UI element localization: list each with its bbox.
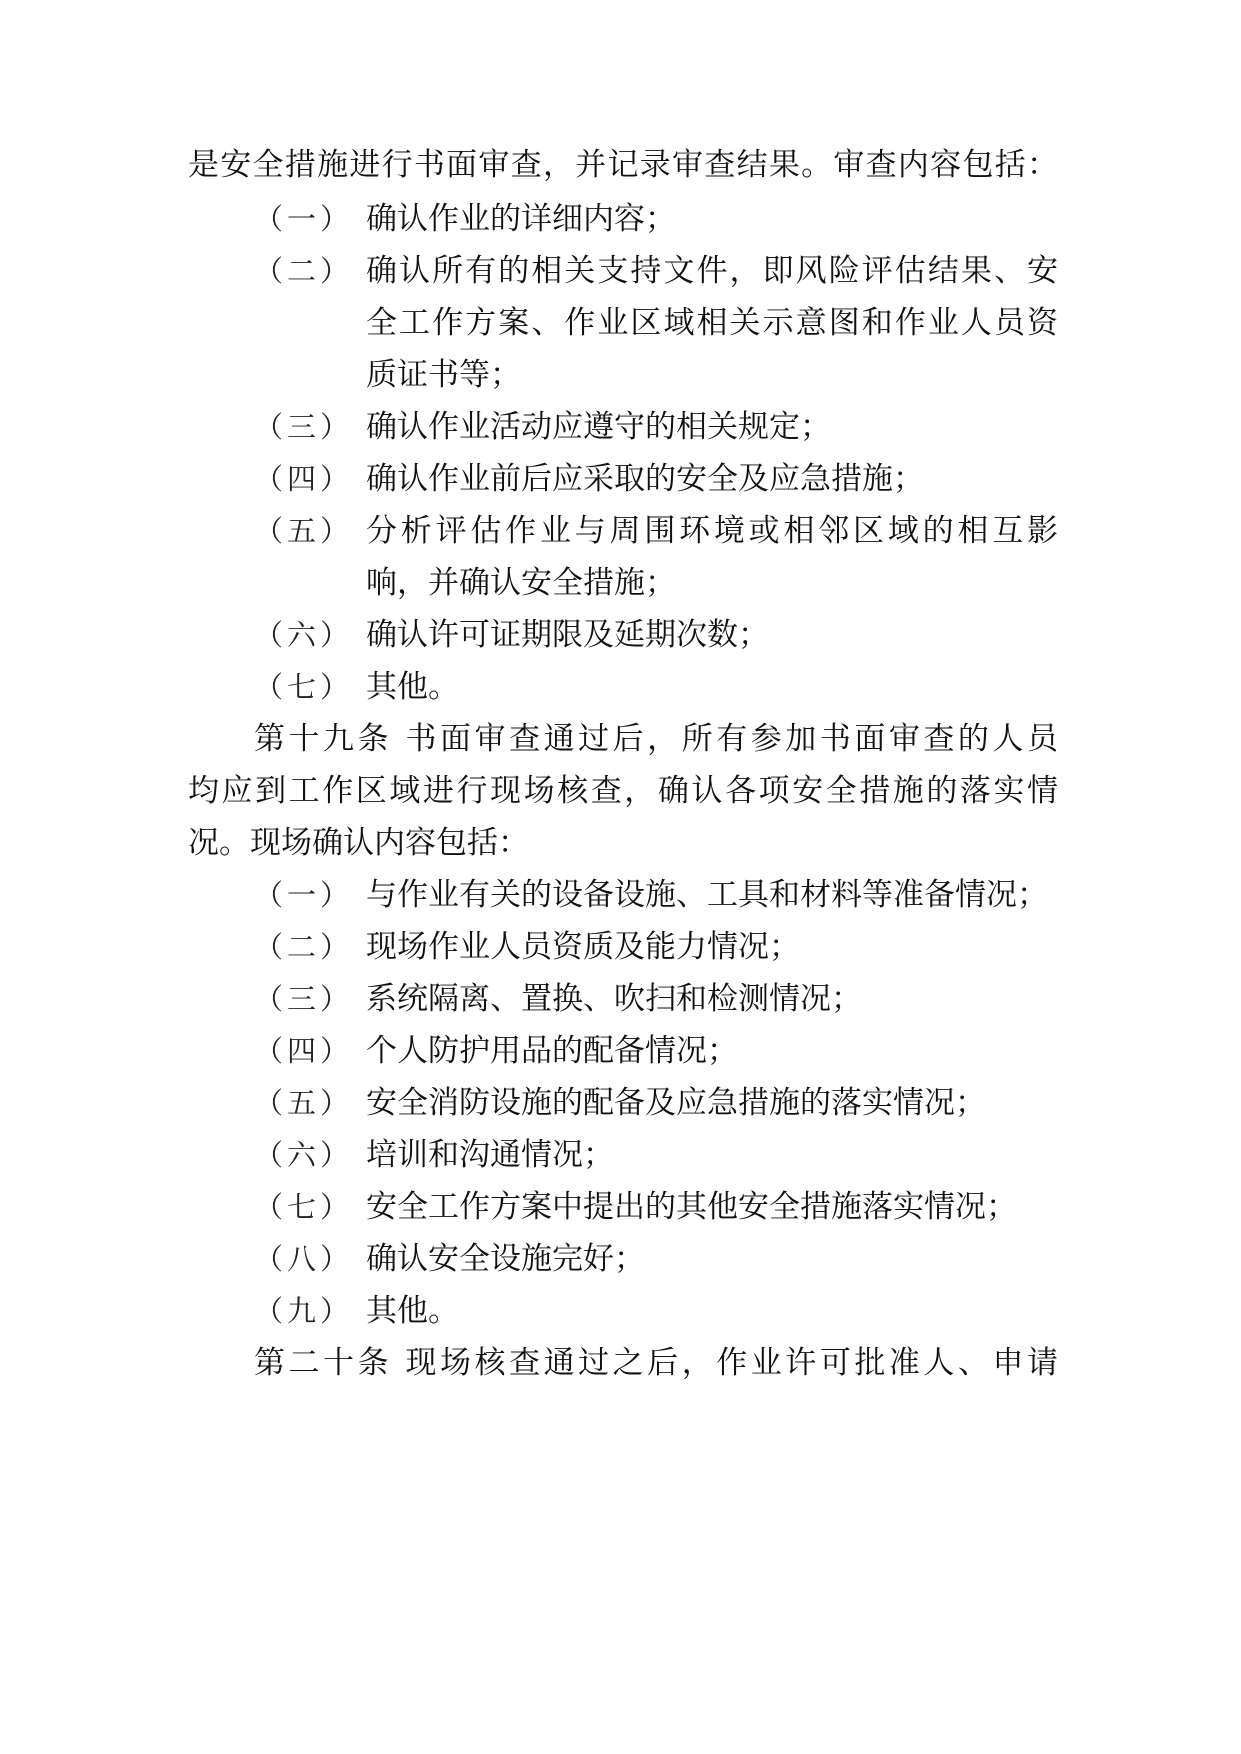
review-item-marker: （七） xyxy=(254,670,354,704)
review-item-text: 响，并确认安全措施； xyxy=(366,565,676,601)
review-item-text: 确认作业活动应遵守的相关规定； xyxy=(366,409,831,445)
review-item-text: 确认所有的相关支持文件，即风险评估结果、安 xyxy=(366,253,1058,289)
site-item-text: 安全工作方案中提出的其他安全措施落实情况； xyxy=(366,1189,1017,1225)
review-item-marker: （一） xyxy=(254,202,354,236)
site-item-marker: （七） xyxy=(254,1190,354,1224)
site-item-marker: （八） xyxy=(254,1242,354,1276)
site-item-marker: （四） xyxy=(254,1034,354,1068)
review-item-marker: （六） xyxy=(254,618,354,652)
review-item-text: 质证书等； xyxy=(366,357,521,393)
review-item-text: 确认作业前后应采取的安全及应急措施； xyxy=(366,461,924,497)
review-item-marker: （五） xyxy=(254,514,354,548)
article-20-text: 第二十条 现场核查通过之后，作业许可批准人、申请 xyxy=(254,1345,1058,1381)
review-item-marker: （二） xyxy=(254,254,354,288)
site-item-marker: （二） xyxy=(254,930,354,964)
review-item-text: 全工作方案、作业区域相关示意图和作业人员资 xyxy=(366,305,1058,341)
site-item-marker: （五） xyxy=(254,1086,354,1120)
article-19-text: 第十九条 书面审查通过后，所有参加书面审查的人员 xyxy=(254,721,1058,757)
review-item-marker: （四） xyxy=(254,462,354,496)
review-item-text: 确认许可证期限及延期次数； xyxy=(366,617,769,653)
site-item-marker: （三） xyxy=(254,982,354,1016)
site-item-marker: （六） xyxy=(254,1138,354,1172)
site-item-text: 培训和沟通情况； xyxy=(366,1137,614,1173)
article-19-text: 均应到工作区域进行现场核查，确认各项安全措施的落实情 xyxy=(188,773,1058,809)
article-19-text: 况。现场确认内容包括： xyxy=(188,825,529,861)
site-item-text: 现场作业人员资质及能力情况； xyxy=(366,929,800,965)
site-item-text: 安全消防设施的配备及应急措施的落实情况； xyxy=(366,1085,986,1121)
site-item-text: 系统隔离、置换、吹扫和检测情况； xyxy=(366,981,862,1017)
site-item-text: 其他。 xyxy=(366,1293,459,1329)
site-item-text: 与作业有关的设备设施、工具和材料等准备情况； xyxy=(366,877,1048,913)
site-item-marker: （九） xyxy=(254,1294,354,1328)
site-item-text: 个人防护用品的配备情况； xyxy=(366,1033,738,1069)
review-item-text: 分析评估作业与周围环境或相邻区域的相互影 xyxy=(366,513,1058,549)
review-item-text: 其他。 xyxy=(366,669,459,705)
site-item-text: 确认安全设施完好； xyxy=(366,1241,645,1277)
review-item-marker: （三） xyxy=(254,410,354,444)
intro-line: 是安全措施进行书面审查，并记录审查结果。审查内容包括： xyxy=(188,147,1058,183)
review-item-text: 确认作业的详细内容； xyxy=(366,201,676,237)
site-item-marker: （一） xyxy=(254,878,354,912)
